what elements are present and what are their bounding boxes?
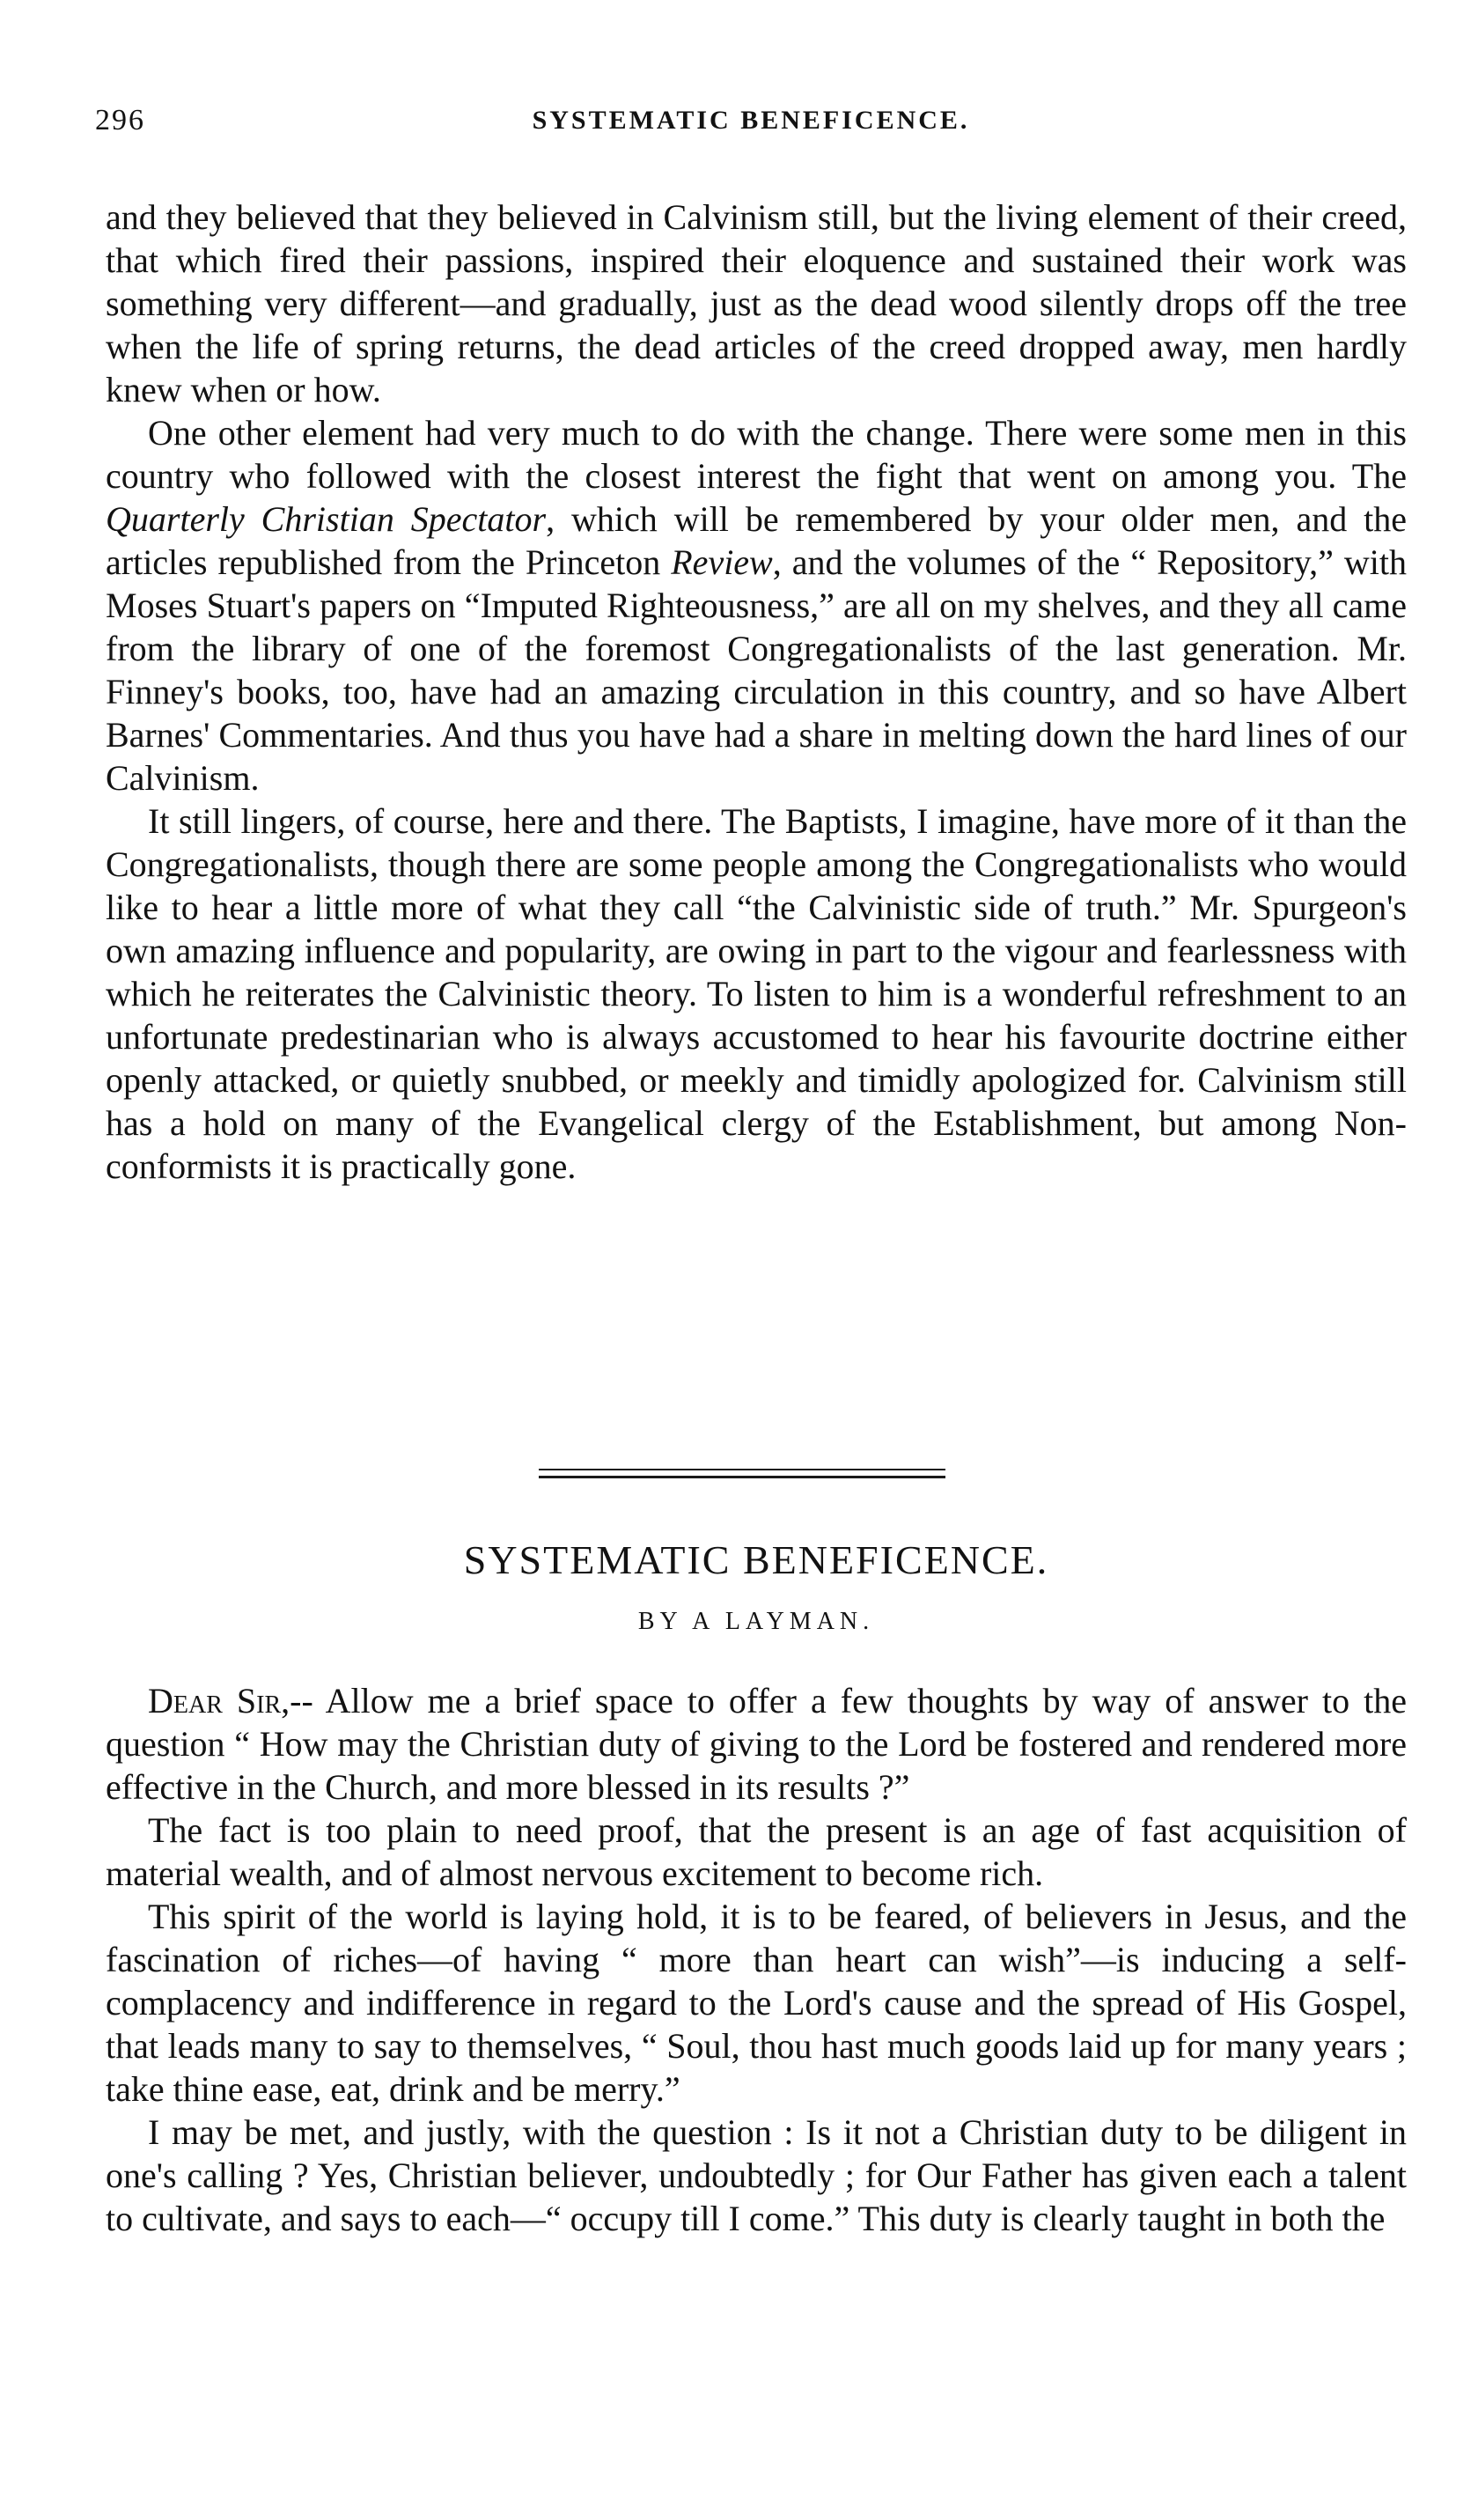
running-title: SYSTEMATIC BENEFICENCE. (532, 106, 970, 135)
paragraph: The fact is too plain to need proof, that the present is an age of fast acquisition of material wealth, and of almost nervous excitement to become rich. (106, 1810, 1407, 1893)
article-title: SYSTEMATIC BENEFICENCE. (463, 1537, 1049, 1582)
paragraph (106, 1679, 1407, 1809)
paragraph (106, 411, 1407, 799)
text-run: One other element had very much to do with the change. There were some men in this country who followed with the closest interest the fight that went on among you. The (106, 413, 1407, 496)
paragraph: This spirit of the world is laying hold, it is to be feared, of believers in Jesus, and the fascination of riches—of having “ more than heart can wish”—is inducing a self-complacency and indifference in regard to the Lord's cause and the spread of His Gospel, that leads many to say to themselves, “ Soul, thou hast much goods laid up for many years ; take thine ease, eat, drink and be merry.” (106, 1897, 1407, 2109)
article-body (106, 1679, 1407, 2240)
periodical-title: Review (671, 542, 773, 582)
text-run: And thus you have had a share in melting down the hard lines of our Calvinism. (106, 715, 1408, 798)
running-header (95, 104, 1407, 139)
paragraph: and they believed that they believed in Calvinism still, but the living element of their creed, that which fired their passions, inspired their eloquence and sustained their work was something very different—and gradually, just as the dead wood silently drops off the tree when the life of spring returns, the dead articles of the creed dropped away, men hardly knew when or how. (106, 197, 1407, 409)
page-number: 296 (95, 104, 145, 136)
salutation: Dear Sir, (148, 1681, 290, 1721)
paragraph: I may be met, and justly, with the question : Is it not a Christian duty to be diligent in one's calling ? Yes, Christian believer, undoubtedly ; for Our Father has given each a talent to cultivate, and says to each—“ occupy till I come.” This duty is clearly taught in both the (106, 2112, 1407, 2238)
periodical-title: Quarterly Christian Spectator (106, 499, 547, 539)
paragraph: It still lingers, of course, here and there. The Baptists, I imagine, have more of it than the Congregationalists, though there are some people among the Congregationalists who would like to hear a little more of what they call “the Calvinistic side of truth.” Mr. Spurgeon's own amazing influence and popularity, are owing in part to the vigour and fearlessness with which he reiterates the Calvinistic theory. To listen to him is a wonderful refreshment to an unfortunate predestinarian who is always accustomed to hear his favourite doctrine either openly attacked, or quietly snubbed, or meekly and timidly apologized for. Calvinism still has a hold on many of the Evangelical clergy of the Establishment, but among Non-conformists it is practically gone. (106, 801, 1407, 1186)
article-byline: BY A LAYMAN. (637, 1608, 875, 1635)
text-run: , which will be remembered by your older men, and the articles republished from the Princeton (106, 499, 1407, 582)
divider-line (539, 1469, 945, 1470)
divider-line (539, 1476, 945, 1478)
text-run: , and the volumes of the “ Repository,” with Moses Stuart's papers on “Imputed Righteousness,” are all on my shelves, and they all came from the library of one of the foremost Congregationalists of the last generation. Mr. Finney's books, too, have had an amazing circulation in this country, and so have Albert Barnes' Commentaries. (106, 542, 1408, 755)
previous-article-continuation (106, 195, 1407, 1188)
text-run: -- Allow me a brief space to offer a few thoughts by way of answer to the question “ How may the Christian duty of giving to the Lord be fostered and rendered more effective in the Church, and more blessed in its results ?” (106, 1681, 1407, 1807)
section-divider (539, 1469, 945, 1484)
